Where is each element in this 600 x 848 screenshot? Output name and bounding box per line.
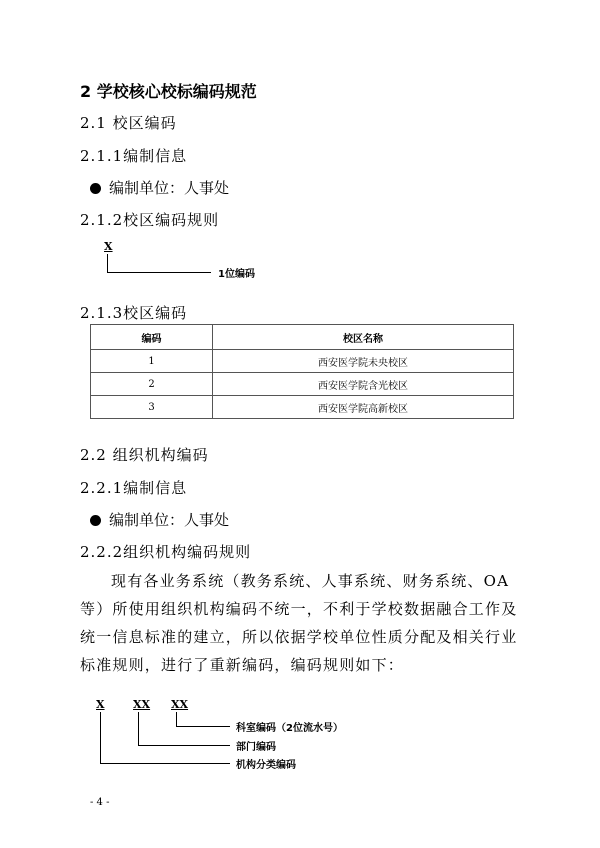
- heading-2-2-1: 2.2.1编制信息: [80, 479, 188, 497]
- cell-campus-name: 西安医学院高新校区: [213, 396, 514, 419]
- heading-2-1-2: 2.1.2校区编码规则: [80, 211, 220, 229]
- body-paragraph: 现有各业务系统（教务系统、人事系统、财务系统、OA 等）所使用组织机构编码不统一，不利于学校数据融合工作及统一信息标准的建立，所以依据学校单位性质分配及相关行业标准规则，进行了重新编码，编码规则如下：: [80, 572, 518, 674]
- rule-code-office: XX: [171, 698, 189, 711]
- cell-code: 3: [91, 396, 213, 419]
- heading-2-2-2: 2.2.2组织机构编码规则: [80, 543, 252, 561]
- connector-office-horizontal: [176, 726, 230, 727]
- table-row: [91, 373, 514, 396]
- connector-category-horizontal: [100, 763, 230, 764]
- bullet-dot-icon: [90, 183, 101, 194]
- bullet-dot-icon: [90, 515, 101, 526]
- rule-label-office: 科室编码（2位流水号）: [236, 723, 343, 734]
- cell-campus-name: 西安医学院未央校区: [213, 350, 514, 373]
- table-header-row: [91, 325, 514, 350]
- campus-code-table: [90, 324, 514, 419]
- connector-category-vertical: [100, 712, 101, 763]
- rule-label-category: 机构分类编码: [236, 760, 296, 771]
- rule-code-category: X: [96, 698, 105, 711]
- bullet-item-2: [90, 509, 229, 530]
- bullet-item-1: [90, 177, 229, 198]
- rule-code-x: X: [104, 240, 113, 253]
- bullet-text: 编制单位：人事处: [109, 511, 230, 529]
- table-row: [91, 350, 514, 373]
- rule-code-department: XX: [133, 698, 151, 711]
- bullet-text: 编制单位：人事处: [109, 179, 230, 197]
- section-title: 2 学校核心校标编码规范: [80, 82, 257, 101]
- rule-connector-horizontal: [107, 272, 211, 273]
- heading-2-2: 2.2 组织机构编码: [80, 446, 209, 464]
- cell-code: 2: [91, 373, 213, 396]
- connector-department-horizontal: [138, 745, 230, 746]
- cell-campus-name: 西安医学院含光校区: [213, 373, 514, 396]
- cell-code: 1: [91, 350, 213, 373]
- heading-2-1-3: 2.1.3校区编码: [80, 304, 188, 322]
- rule-label-department: 部门编码: [236, 742, 276, 753]
- page-number: - 4 -: [90, 797, 110, 808]
- connector-department-vertical: [138, 712, 139, 745]
- heading-2-1-1: 2.1.1编制信息: [80, 147, 188, 165]
- table-row: [91, 396, 514, 419]
- column-header-campus-name: 校区名称: [213, 325, 514, 350]
- heading-2-1: 2.1 校区编码: [80, 114, 177, 132]
- connector-office-vertical: [176, 712, 177, 726]
- rule-connector-vertical: [107, 254, 108, 272]
- rule-label: 1位编码: [218, 269, 255, 280]
- column-header-code: 编码: [91, 325, 213, 350]
